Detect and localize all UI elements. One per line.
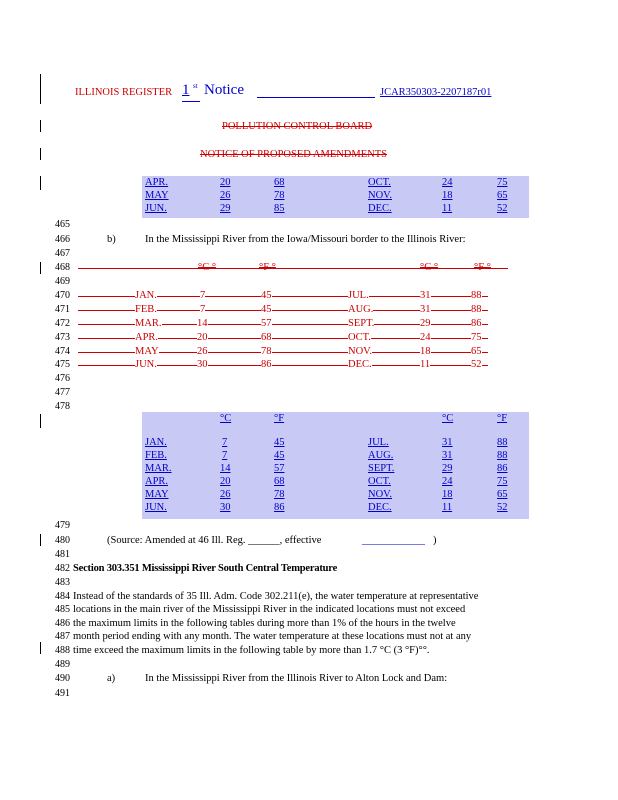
table-cell: DEC. bbox=[368, 203, 392, 214]
table-cell: 24 bbox=[442, 177, 453, 188]
table-cell: APR. bbox=[135, 332, 159, 343]
header-fahrenheit: °F ° bbox=[474, 262, 491, 273]
table-cell: 31 bbox=[420, 290, 431, 301]
table-cell: DEC. bbox=[348, 359, 372, 370]
table-cell: JUN. bbox=[135, 359, 157, 370]
table-cell: 68 bbox=[274, 476, 285, 487]
table-cell: JAN. bbox=[135, 290, 157, 301]
column-header: °C bbox=[442, 413, 454, 424]
table-cell: 52 bbox=[497, 502, 508, 513]
table-cell: 65 bbox=[497, 190, 508, 201]
table-cell: JUL. bbox=[348, 290, 369, 301]
line-number: 484 bbox=[55, 591, 70, 602]
line-number: 482 bbox=[55, 563, 70, 574]
superscript-mark: st bbox=[193, 82, 198, 90]
table-cell: APR. bbox=[145, 476, 169, 487]
line-number: 483 bbox=[55, 577, 70, 588]
change-bar bbox=[40, 120, 41, 132]
body-line: Instead of the standards of 35 Ill. Adm. Code 302.211(e), the water temperature at representative bbox=[73, 591, 479, 602]
column-header: °F bbox=[274, 413, 285, 424]
table-cell: 18 bbox=[420, 346, 431, 357]
line-number: 467 bbox=[55, 248, 70, 259]
table-cell: 68 bbox=[274, 177, 285, 188]
table-cell: JUN. bbox=[145, 203, 167, 214]
table-cell: 11 bbox=[442, 502, 453, 513]
table-cell: MAR. bbox=[145, 463, 172, 474]
line-number: 488 bbox=[55, 645, 70, 656]
change-bar bbox=[40, 176, 41, 190]
table-cell: AUG. bbox=[348, 304, 374, 315]
table-cell: MAR. bbox=[135, 318, 162, 329]
line-number: 470 bbox=[55, 290, 70, 301]
page-number: 1 bbox=[182, 82, 190, 98]
line-number: 474 bbox=[55, 346, 70, 357]
table-cell: 57 bbox=[261, 318, 272, 329]
table-cell: 20 bbox=[220, 177, 231, 188]
doc-id: JCAR350303-2207187r01 bbox=[380, 87, 492, 98]
table-cell: 75 bbox=[471, 332, 482, 343]
table-cell: 45 bbox=[261, 290, 272, 301]
table-cell: 45 bbox=[274, 437, 285, 448]
table-cell: 11 bbox=[420, 359, 431, 370]
table-cell: 31 bbox=[442, 450, 453, 461]
table-cell: FEB. bbox=[145, 450, 167, 461]
table-cell: JAN. bbox=[145, 437, 167, 448]
notice-underline-2 bbox=[182, 101, 200, 102]
new-table-box bbox=[142, 412, 529, 519]
change-bar bbox=[40, 262, 41, 274]
line-number: 485 bbox=[55, 604, 70, 615]
line-number: 473 bbox=[55, 332, 70, 343]
table-cell: 68 bbox=[261, 332, 272, 343]
line-number: 478 bbox=[55, 401, 70, 412]
subsection-label: a) bbox=[107, 673, 116, 684]
table-cell: 52 bbox=[497, 203, 508, 214]
table-cell: 24 bbox=[420, 332, 431, 343]
body-line: time exceed the maximum limits in the following table by more than 1.7 °C (3 °F)°°. bbox=[73, 645, 430, 656]
table-cell: 88 bbox=[497, 450, 508, 461]
line-number: 489 bbox=[55, 659, 70, 670]
table-cell: 30 bbox=[220, 502, 231, 513]
section-heading: Section 303.351 Mississippi River South Central Temperature bbox=[73, 563, 338, 574]
table-cell: FEB. bbox=[135, 304, 157, 315]
table-cell: 86 bbox=[471, 318, 482, 329]
table-cell: 65 bbox=[497, 489, 508, 500]
change-bar bbox=[40, 414, 41, 428]
top-table-box bbox=[142, 176, 529, 218]
line-number: 469 bbox=[55, 276, 70, 287]
agency-title: POLLUTION CONTROL BOARD bbox=[222, 121, 373, 132]
table-cell: 7 bbox=[222, 437, 228, 448]
body-line: month period ending with any month. The water temperature at these locations must not at any bbox=[73, 631, 472, 642]
table-cell: 86 bbox=[497, 463, 508, 474]
table-cell: MAY bbox=[145, 489, 169, 500]
line-number: 472 bbox=[55, 318, 70, 329]
table-cell: JUN. bbox=[145, 502, 167, 513]
table-cell: NOV. bbox=[368, 190, 393, 201]
header-celsius: °C ° bbox=[198, 262, 217, 273]
table-cell: 88 bbox=[471, 304, 482, 315]
line-number: 476 bbox=[55, 373, 70, 384]
line-number: 471 bbox=[55, 304, 70, 315]
body-line: locations in the main river of the Mississippi River in the indicated locations must not exceed bbox=[73, 604, 466, 615]
table-cell: 7 bbox=[200, 304, 206, 315]
table-cell: 18 bbox=[442, 489, 453, 500]
table-cell: 86 bbox=[274, 502, 285, 513]
line-number: 491 bbox=[55, 688, 70, 699]
line-number: 466 bbox=[55, 234, 70, 245]
subsection-text: In the Mississippi River from the Illinois River to Alton Lock and Dam: bbox=[145, 673, 448, 684]
source-blank: ____________ bbox=[362, 535, 425, 546]
table-cell: 57 bbox=[274, 463, 285, 474]
change-bar bbox=[40, 534, 41, 546]
table-cell: NOV. bbox=[348, 346, 373, 357]
table-cell: 31 bbox=[442, 437, 453, 448]
table-cell: 26 bbox=[220, 190, 231, 201]
line-number: 480 bbox=[55, 535, 70, 546]
register-title: ILLINOIS REGISTER bbox=[75, 87, 173, 98]
table-cell: 30 bbox=[197, 359, 208, 370]
header-fahrenheit: °F ° bbox=[259, 262, 276, 273]
source-close: ) bbox=[433, 535, 437, 546]
table-cell: 88 bbox=[471, 290, 482, 301]
table-cell: 18 bbox=[442, 190, 453, 201]
table-cell: 24 bbox=[442, 476, 453, 487]
notice-subtitle: NOTICE OF PROPOSED AMENDMENTS bbox=[200, 149, 387, 160]
body-line: the maximum limits in the following tables during more than 1% of the hours in the twelve bbox=[73, 618, 456, 629]
table-cell: 78 bbox=[274, 489, 285, 500]
subsection-label: b) bbox=[107, 234, 116, 245]
table-cell: 85 bbox=[274, 203, 285, 214]
table-cell: 11 bbox=[442, 203, 453, 214]
table-cell: 75 bbox=[497, 476, 508, 487]
table-cell: 14 bbox=[197, 318, 208, 329]
line-number: 479 bbox=[55, 520, 70, 531]
table-cell: 29 bbox=[442, 463, 453, 474]
table-cell: 29 bbox=[420, 318, 431, 329]
table-cell: 75 bbox=[497, 177, 508, 188]
table-cell: DEC. bbox=[368, 502, 392, 513]
table-cell: 86 bbox=[261, 359, 272, 370]
table-cell: 7 bbox=[222, 450, 228, 461]
change-bar bbox=[40, 642, 41, 654]
line-number: 477 bbox=[55, 387, 70, 398]
table-cell: 45 bbox=[274, 450, 285, 461]
line-number: 486 bbox=[55, 618, 70, 629]
table-cell: OCT. bbox=[368, 476, 391, 487]
line-number: 481 bbox=[55, 549, 70, 560]
column-header: °F bbox=[497, 413, 508, 424]
line-number: 465 bbox=[55, 219, 70, 230]
line-number: 468 bbox=[55, 262, 70, 273]
column-header: °C bbox=[220, 413, 232, 424]
table-cell: 52 bbox=[471, 359, 482, 370]
table-cell: OCT. bbox=[368, 177, 391, 188]
change-bar bbox=[40, 74, 41, 104]
table-cell: SEPT. bbox=[368, 463, 395, 474]
table-cell: 31 bbox=[420, 304, 431, 315]
table-cell: 65 bbox=[471, 346, 482, 357]
table-cell: 78 bbox=[274, 190, 285, 201]
table-cell: 29 bbox=[220, 203, 231, 214]
source-note: (Source: Amended at 46 Ill. Reg. ______, effective bbox=[107, 535, 322, 546]
table-cell: 20 bbox=[220, 476, 231, 487]
strike-line bbox=[78, 268, 508, 269]
line-number: 487 bbox=[55, 631, 70, 642]
subsection-text: In the Mississippi River from the Iowa/Missouri border to the Illinois River: bbox=[145, 234, 466, 245]
table-cell: 7 bbox=[200, 290, 206, 301]
table-cell: 45 bbox=[261, 304, 272, 315]
table-cell: 14 bbox=[220, 463, 231, 474]
table-cell: 26 bbox=[220, 489, 231, 500]
table-cell: AUG. bbox=[368, 450, 394, 461]
line-number: 475 bbox=[55, 359, 70, 370]
table-cell: MAY bbox=[135, 346, 159, 357]
table-cell: 20 bbox=[197, 332, 208, 343]
table-cell: 88 bbox=[497, 437, 508, 448]
notice-underline bbox=[257, 97, 375, 98]
table-cell: SEPT. bbox=[348, 318, 375, 329]
table-cell: JUL. bbox=[368, 437, 389, 448]
line-number: 490 bbox=[55, 673, 70, 684]
table-cell: 78 bbox=[261, 346, 272, 357]
header-celsius: °C ° bbox=[420, 262, 439, 273]
notice-title: Notice bbox=[204, 82, 244, 98]
table-cell: OCT. bbox=[348, 332, 371, 343]
change-bar bbox=[40, 148, 41, 160]
table-cell: APR. bbox=[145, 177, 169, 188]
table-cell: MAY bbox=[145, 190, 169, 201]
table-cell: NOV. bbox=[368, 489, 393, 500]
table-cell: 26 bbox=[197, 346, 208, 357]
